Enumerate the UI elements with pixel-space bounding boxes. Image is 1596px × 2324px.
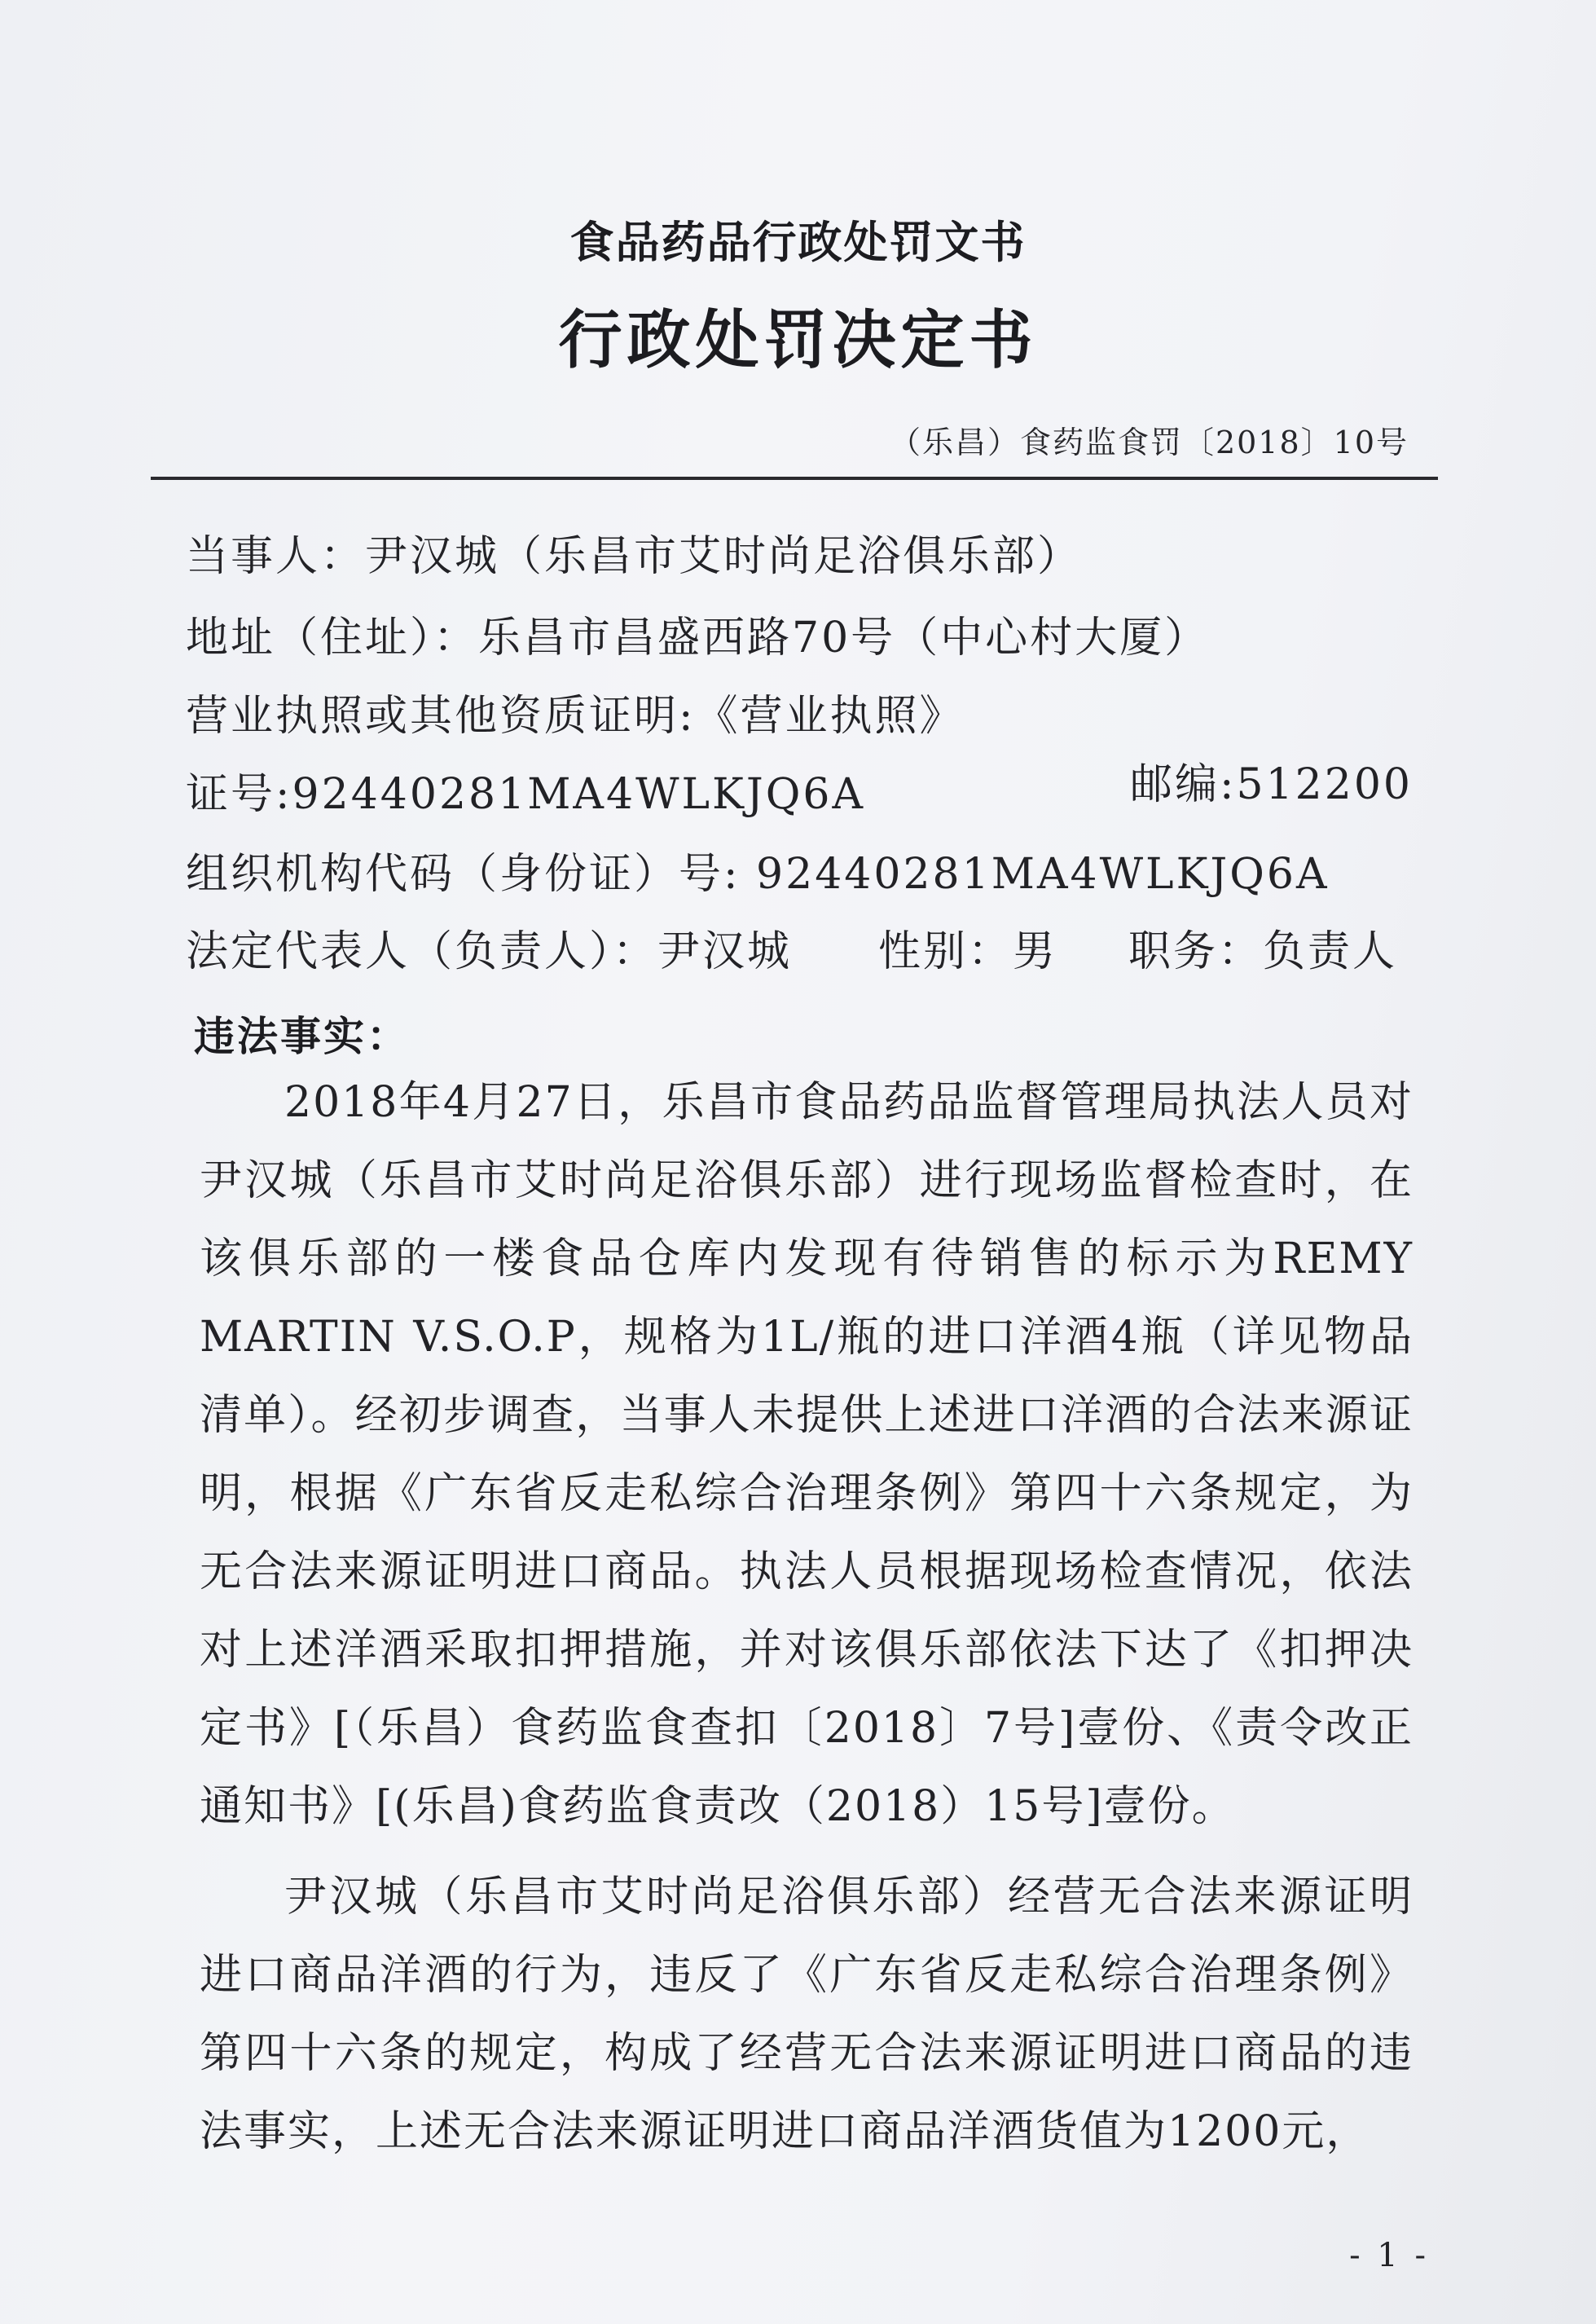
document-title: 行政处罚决定书 xyxy=(558,304,1038,377)
facts-heading: 违法事实： xyxy=(194,1013,410,1060)
document-number: （乐昌）食药监食罚〔2018〕10号 xyxy=(889,425,1409,460)
legal-rep-position: 职务：负责人 xyxy=(1128,927,1398,976)
postal-code: 邮编:512200 xyxy=(1129,760,1413,809)
document-category: 食品药品行政处罚文书 xyxy=(569,217,1027,268)
header-divider xyxy=(151,477,1438,480)
facts-paragraph-2: 尹汉城（乐昌市艾时尚足浴俱乐部）经营无合法来源证明进口商品洋酒的行为，违反了《广东省反走私综合治理条例》第四十六条的规定，构成了经营无合法来源证明进口商品的违法事实，上述无合法来源证明进口商品洋酒货值为1200元， xyxy=(200,1873,1414,2156)
cert-number-line: 证号:92440281MA4WLKJQ6A xyxy=(186,770,866,819)
address-line: 地址（住址）：乐昌市昌盛西路70号（中心村大厦） xyxy=(186,614,1210,662)
license-line: 营业执照或其他资质证明:《营业执照》 xyxy=(186,692,965,741)
party-line: 当事人：尹汉城（乐昌市艾时尚足浴俱乐部） xyxy=(186,532,1083,581)
legal-rep-gender: 性别：男 xyxy=(878,927,1058,976)
org-code-line: 组织机构代码（身份证）号: 92440281MA4WLKJQ6A xyxy=(186,850,1330,899)
page-number: - 1 - xyxy=(1349,2237,1429,2274)
legal-rep-line: 法定代表人（负责人）：尹汉城 xyxy=(186,927,793,976)
facts-paragraph-1: 2018年4月27日，乐昌市食品药品监督管理局执法人员对尹汉城（乐昌市艾时尚足浴俱乐部）进行现场监督检查时，在该俱乐部的一楼食品仓库内发现有待销售的标示为REMY MARTIN V.S.O.P，规格为1L/瓶的进口洋酒4瓶（详见物品清单）。经初步调查，当事人未提供上述进口洋酒的合法来源证明，根据《广东省反走私综合治理条例》第四十六条规定，为无合法来源证明进口商品。执法人员根据现场检查情况，依法对上述洋酒采取扣押措施，并对该俱乐部依法下达了《扣押决定书》[（乐昌）食药监食查扣〔2018〕7号]壹份、《责令改正通知书》[(乐昌)食药监食责改（2018）15号]壹份。 xyxy=(200,1078,1414,1831)
